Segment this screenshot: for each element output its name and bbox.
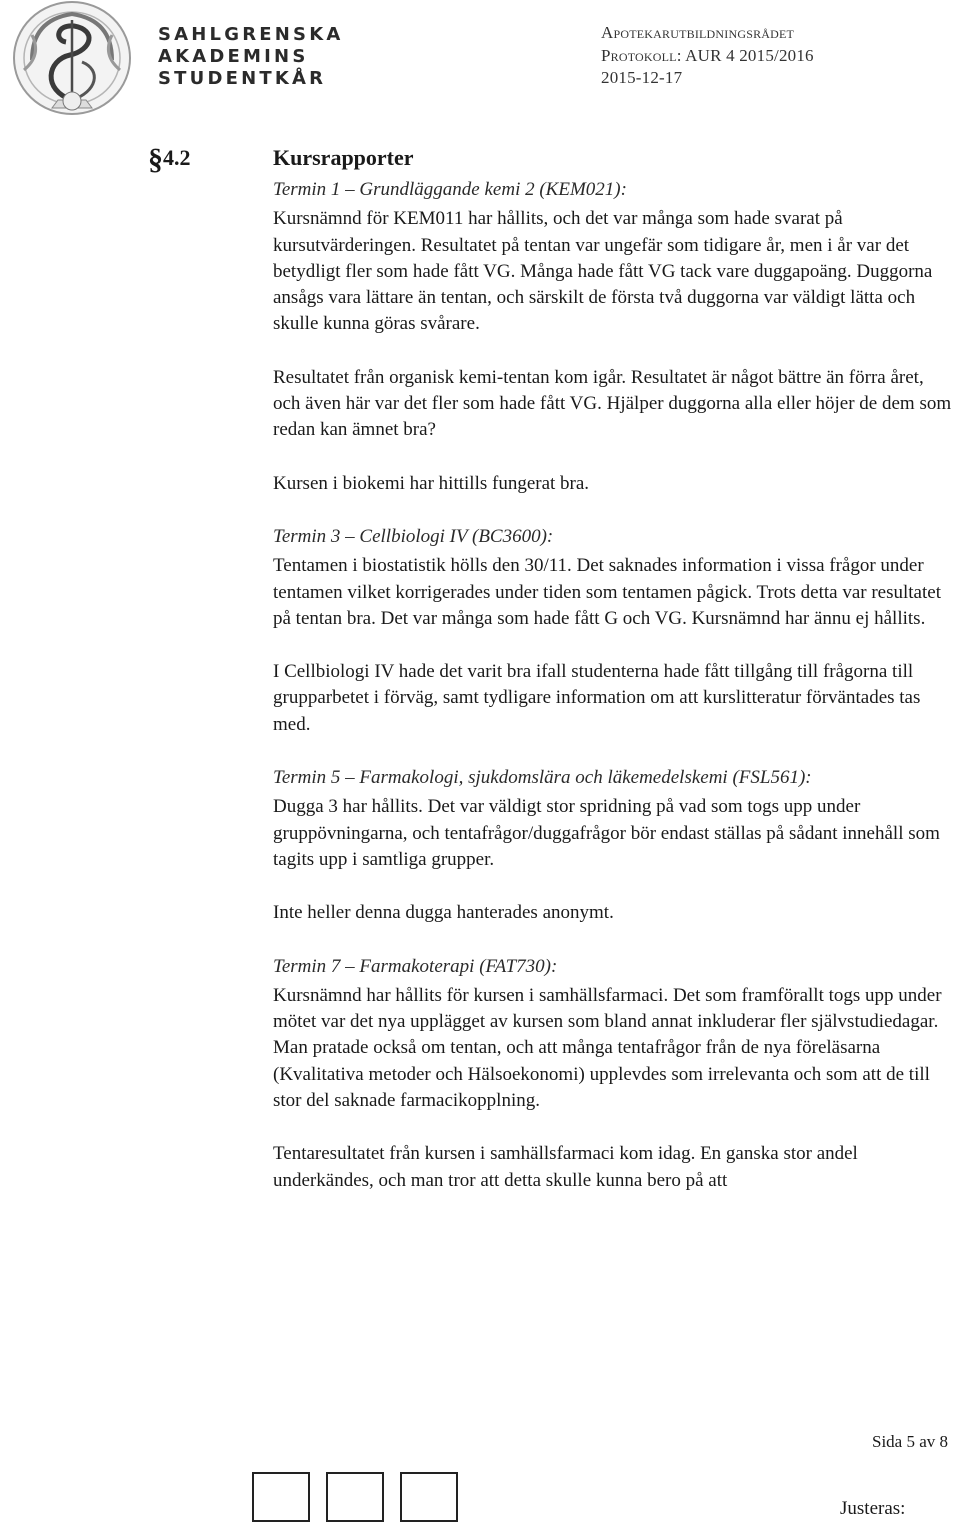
- block-termin-1: [273, 177, 955, 524]
- paragraph: I Cellbiologi IV hade det varit bra ifall studenterna hade fått tillgång till frågorna till grupparbetet i förväg, samt tydligare information om att kurslitteratur förväntades tas med.: [273, 661, 921, 735]
- paragraph: Tentaresultatet från kursen i samhällsfarmaci kom idag. En ganska stor andel underkändes, och man tror att detta skulle kunna bero på att: [273, 1143, 858, 1191]
- paragraph: Dugga 3 har hållits. Det var väldigt stor spridning på vad som togs upp under gruppövningarna, och tentafrågor/duggafrågor bör endast ställas på sådant innehåll som tagits upp i samtliga grupper.: [273, 796, 940, 870]
- section-symbol: §: [148, 143, 163, 176]
- meeting-date: 2015-12-17: [601, 68, 683, 87]
- signature-box-3[interactable]: [400, 1472, 458, 1522]
- org-line-3: STUDENTKÅR: [158, 68, 327, 89]
- org-line-2: AKADEMINS: [158, 46, 309, 67]
- paragraph: Kursnämnd har hållits för kursen i samhällsfarmaci. Det som framförallt togs upp under mötet var det nya upplägget av kursen som bland annat inkluderar fler självstudiedagar. Man pratade också om tentan, och att många tentafrågor från de nya föreläsarna (Kvalitativa metoder och Hälsoekonomi) upplevdes som irrelevanta och som att de till stor del saknade farmacikopplning.: [273, 984, 942, 1112]
- report-body: [273, 177, 955, 1194]
- sahlgrenska-seal-logo: [2, 0, 142, 118]
- signature-box-1[interactable]: [252, 1472, 310, 1522]
- paragraph: Kursen i biokemi har hittills fungerat bra.: [273, 472, 590, 494]
- protocol-number: Protokoll: AUR 4 2015/2016: [601, 45, 814, 65]
- page-number: Sida 5 av 8: [872, 1432, 949, 1451]
- block-termin-5: [273, 765, 955, 953]
- paragraph: Resultatet från organisk kemi-tentan kom igår. Resultatet är något bättre än förra året, och även här var det fler som hade fått VG. Hjälper duggorna alla eller höjer de dem som redan kan ämnet bra?: [273, 366, 952, 441]
- justify-label: Justeras:: [840, 1498, 906, 1519]
- paragraph: Tentamen i biostatistik hölls den 30/11. Det saknades information i vissa frågor under tentamen vilket korrigerades under tiden som tentamen pågick. Trots detta var resultatet på tentan bra. Det var många som hade fått G och VG. Kursnämnd har ännu ej hållits.: [273, 555, 941, 629]
- block-subheading: Termin 1 – Grundläggande kemi 2 (KEM021):: [273, 179, 627, 200]
- document-header: [601, 22, 814, 90]
- block-subheading: Termin 5 – Farmakologi, sjukdomslära och läkemedelskemi (FSL561):: [273, 767, 812, 789]
- block-termin-3: [273, 524, 955, 765]
- paragraph: Inte heller denna dugga hanterades anonymt.: [273, 902, 614, 924]
- org-line-1: SAHLGRENSKA: [158, 24, 344, 45]
- signature-box-2[interactable]: [326, 1472, 384, 1522]
- block-subheading: Termin 7 – Farmakoterapi (FAT730):: [273, 955, 558, 977]
- block-termin-7: [273, 954, 955, 1194]
- section-title: Kursrapporter: [273, 145, 414, 170]
- org-wordmark: [158, 24, 343, 90]
- council-name: Apotekarutbildningsrådet: [601, 23, 795, 42]
- section-number: 4.2: [163, 145, 191, 170]
- block-subheading: Termin 3 – Cellbiologi IV (BC3600):: [273, 525, 554, 547]
- paragraph: Kursnämnd för KEM011 har hållits, och det var många som hade svarat på kursutvärderingen. Resultatet på tentan var ungefär som tidigare år, men i år var det betydligt fler som hade fått VG. Många hade fått VG tack vare duggapoäng. Duggorna ansågs vara lättare än tentan, och särskilt de första två duggorna var väldigt lätta och skulle kunna göras svårare.: [273, 208, 933, 335]
